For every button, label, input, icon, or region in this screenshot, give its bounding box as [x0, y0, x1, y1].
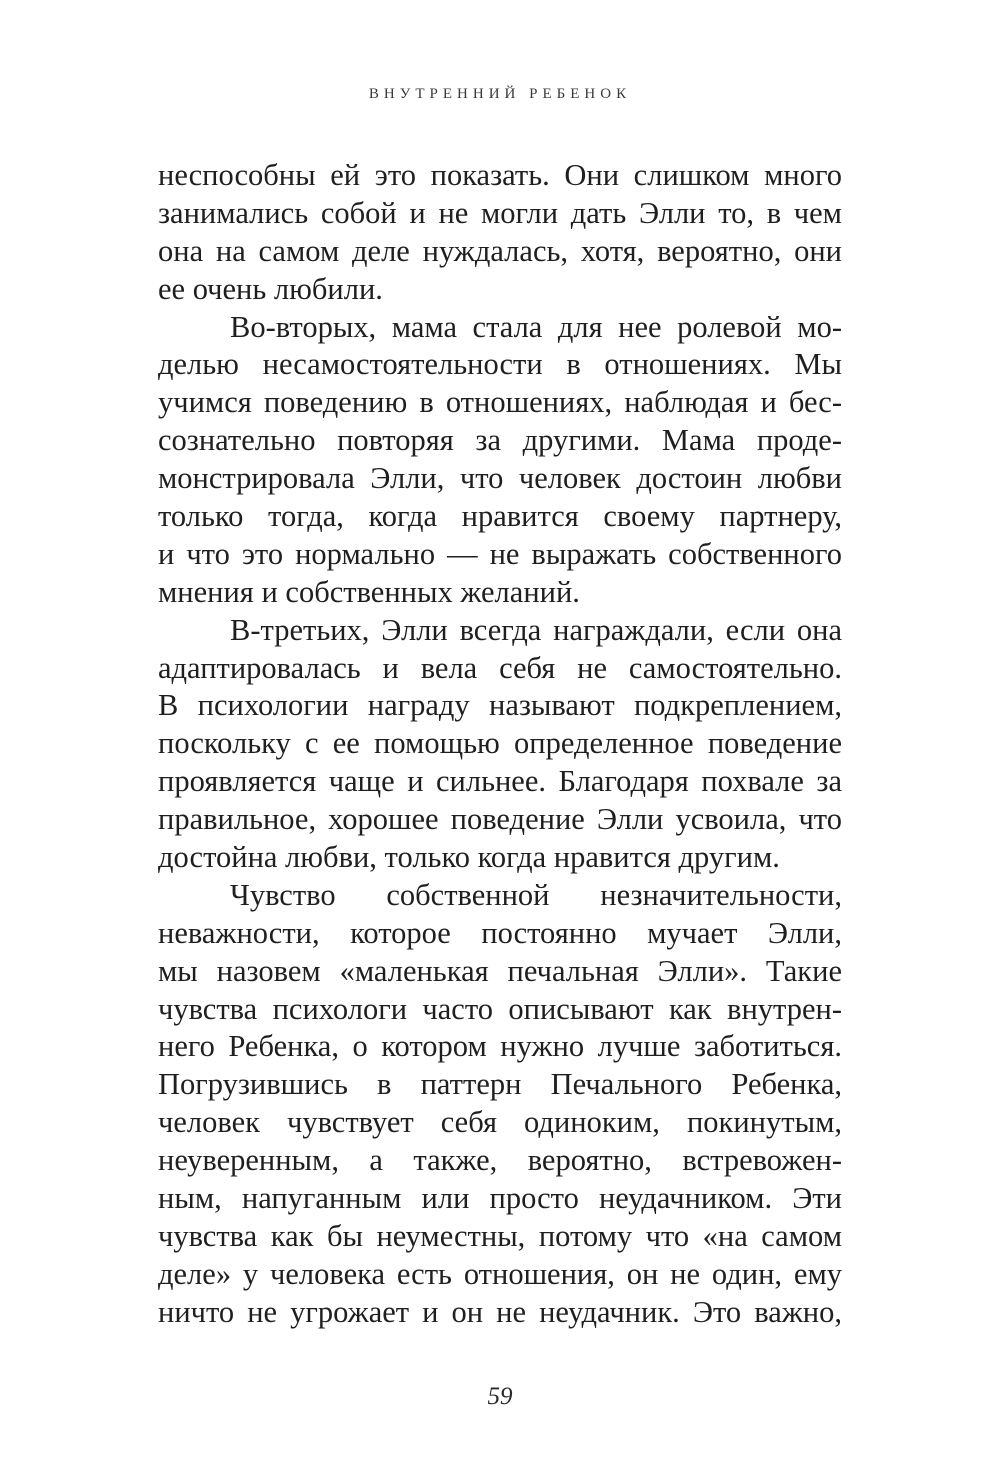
text-line: ничто не угрожает и он не неудачник. Это важно, — [158, 1294, 842, 1329]
text-line: она на самом деле нуждалась, хотя, вероятно, они — [158, 233, 842, 268]
text-line: и что это нормально — не выражать собственного — [158, 536, 842, 571]
text-line: правильное, хорошее поведение Элли усвоила, что — [158, 802, 842, 837]
text-line: занимались собой и не могли дать Элли то, в чем — [158, 195, 842, 230]
text-line: только тогда, когда нравится своему партнеру, — [158, 499, 842, 534]
text-line: деле» у человека есть отношения, он не один, ему — [158, 1256, 842, 1291]
text-line: неважности, которое постоянно мучает Элли, — [158, 915, 842, 950]
text-line: ее очень любили. — [158, 271, 383, 306]
text-line: человек чувствует себя одиноким, покинутым, — [158, 1105, 842, 1140]
text-line: В-третьих, Элли всегда награждали, если она — [230, 612, 842, 647]
text-line: В психологии награду называют подкреплением, — [158, 688, 842, 723]
running-head-title: ВНУТРЕННИЙ РЕБЕНОК — [368, 86, 632, 102]
text-line: него Ребенка, о котором нужно лучше заботиться. — [158, 1029, 842, 1064]
text-line: Чувство собственной незначительности, — [230, 877, 842, 912]
text-line: адаптировалась и вела себя не самостоятельно. — [158, 650, 842, 685]
text-line: монстрировала Элли, что человек достоин любви — [158, 461, 842, 496]
text-line: неуверенным, а также, вероятно, встревожен- — [158, 1143, 842, 1178]
text-line: неспособны ей это показать. Они слишком много — [158, 158, 842, 192]
text-line: делью несамостоятельности в отношениях. Мы — [158, 347, 842, 382]
text-line: достойна любви, только когда нравится другим. — [158, 840, 780, 875]
page-number: 59 — [487, 1383, 513, 1410]
text-line: сознательно повторяя за другими. Мама проде- — [158, 423, 842, 458]
text-line: чувства психологи часто описывают как внутрен- — [158, 991, 842, 1026]
body-text — [158, 157, 842, 1332]
text-line: чувства как бы неуместны, потому что «на самом — [158, 1218, 842, 1253]
text-line: Во-вторых, мама стала для нее ролевой мо- — [230, 309, 842, 344]
text-line: проявляется чаще и сильнее. Благодаря похвале за — [158, 764, 842, 799]
text-line: поскольку с ее помощью определенное поведение — [158, 726, 842, 761]
text-line: мнения и собственных желаний. — [158, 574, 580, 609]
text-line: Погрузившись в паттерн Печального Ребенка, — [158, 1067, 842, 1102]
text-line: ным, напуганным или просто неудачником. Эти — [158, 1181, 842, 1216]
text-line: учимся поведению в отношениях, наблюдая и бес- — [158, 385, 842, 420]
text-line: мы назовем «маленькая печальная Элли». Такие — [158, 953, 842, 988]
